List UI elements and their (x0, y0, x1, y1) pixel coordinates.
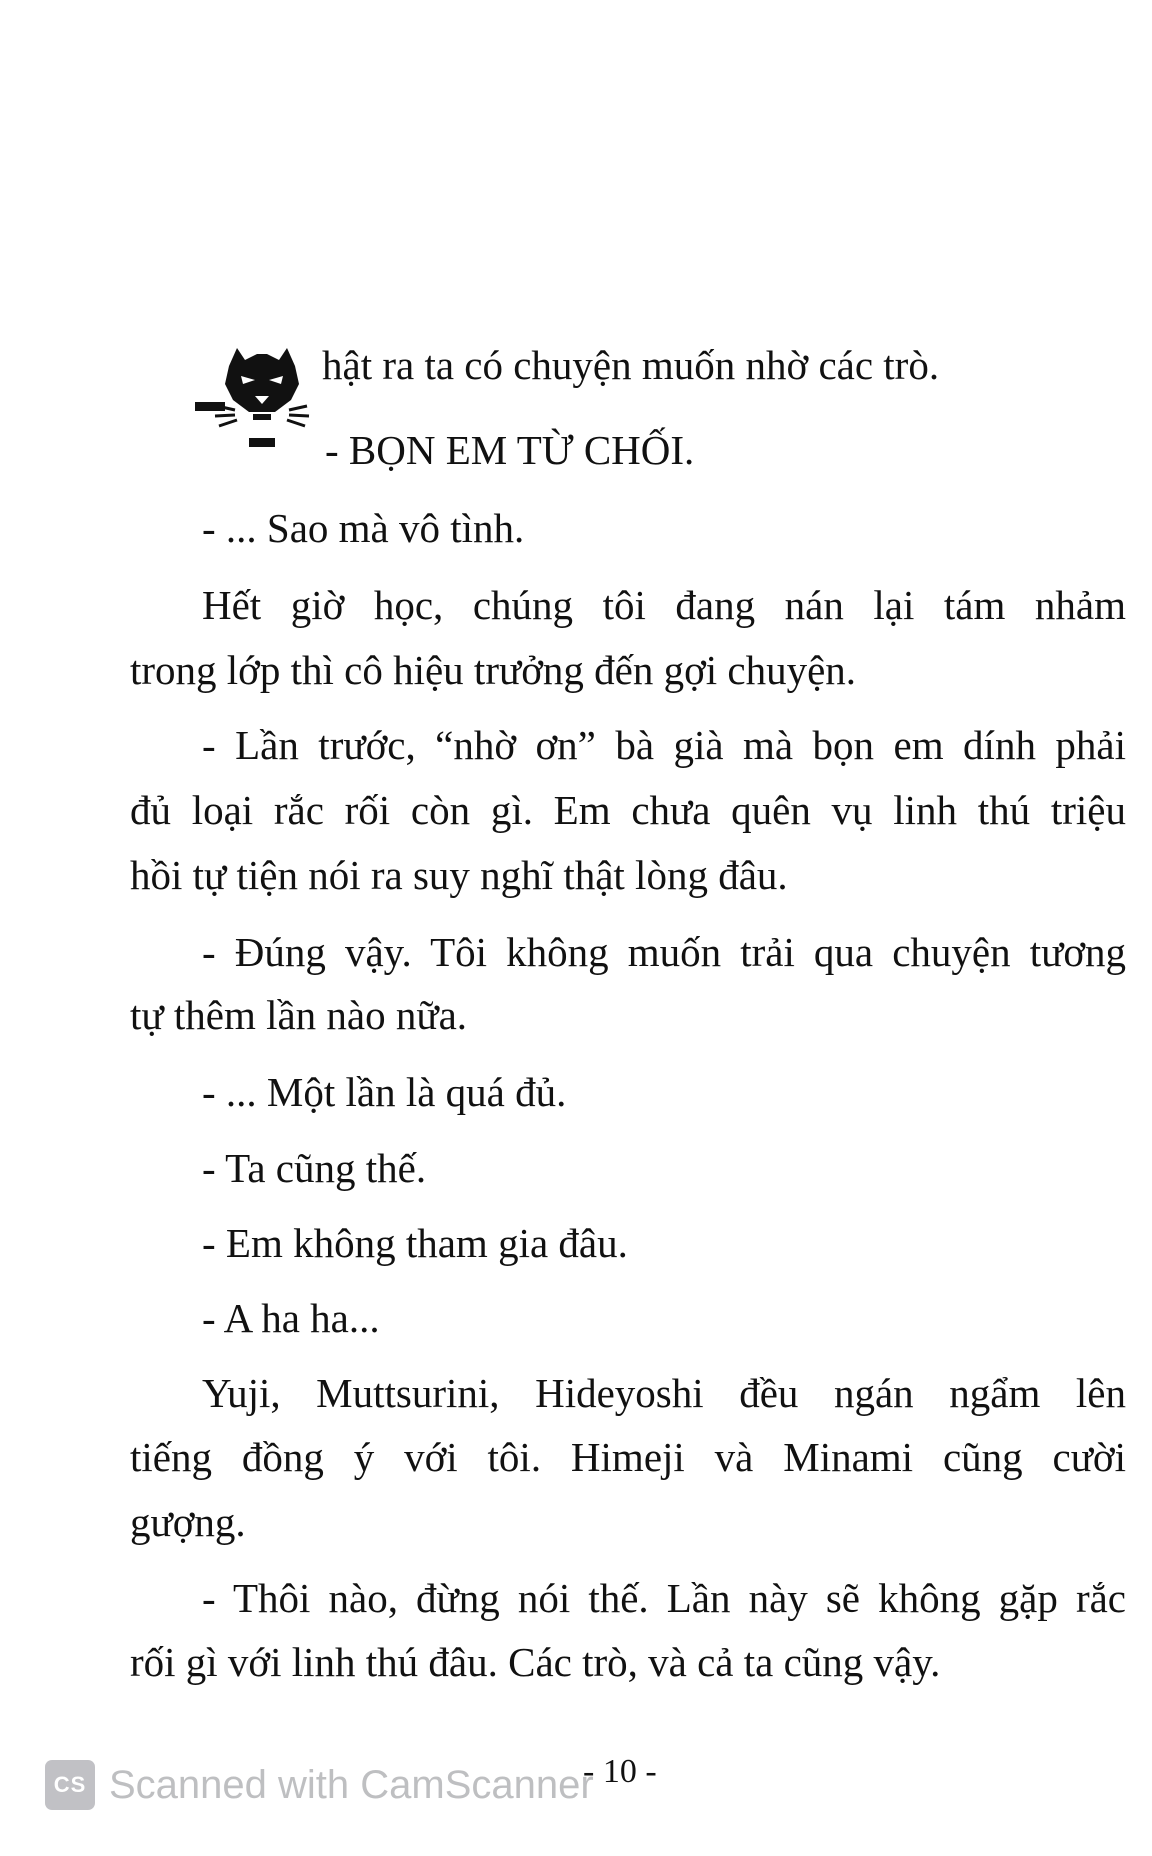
cat-face-icon (195, 340, 325, 450)
paragraph-line: tiếng đồng ý với tôi. Himeji và Minami cũng cười (130, 1434, 1126, 1480)
paragraph-line: đủ loại rắc rối còn gì. Em chưa quên vụ linh thú triệu (130, 787, 1126, 833)
paragraph-line: hật ra ta có chuyện muốn nhờ các trò. (322, 342, 940, 388)
watermark-text: Scanned with CamScanner (109, 1762, 594, 1807)
page-number: - 10 - (583, 1753, 657, 1790)
paragraph-line: tự thêm lần nào nữa. (130, 992, 468, 1038)
camscanner-logo-icon: CS (45, 1760, 95, 1810)
paragraph-line: - A ha ha... (202, 1295, 380, 1341)
paragraph-line: hồi tự tiện nói ra suy nghĩ thật lòng đâu. (130, 852, 788, 898)
paragraph-line: rối gì với linh thú đâu. Các trò, và cả ta cũng vậy. (130, 1639, 941, 1685)
paragraph-line: - BỌN EM TỪ CHỐI. (325, 427, 695, 473)
paragraph-line: trong lớp thì cô hiệu trưởng đến gợi chuyện. (130, 647, 857, 693)
paragraph-line: - Ta cũng thế. (202, 1145, 427, 1191)
paragraph-line: Hết giờ học, chúng tôi đang nán lại tám nhảm (202, 582, 1126, 628)
paragraph-line: - Thôi nào, đừng nói thế. Lần này sẽ không gặp rắc (202, 1575, 1126, 1621)
paragraph-line: - Em không tham gia đâu. (202, 1220, 628, 1266)
paragraph-line: - Đúng vậy. Tôi không muốn trải qua chuyện tương (202, 929, 1126, 975)
paragraph-line: Yuji, Muttsurini, Hideyoshi đều ngán ngẩm lên (202, 1370, 1126, 1416)
paragraph-line: - ... Một lần là quá đủ. (202, 1069, 567, 1115)
paragraph-line: - ... Sao mà vô tình. (202, 505, 525, 551)
paragraph-line: gượng. (130, 1499, 246, 1545)
paragraph-line: - Lần trước, “nhờ ơn” bà già mà bọn em dính phải (202, 722, 1126, 768)
camscanner-watermark (45, 1760, 594, 1810)
